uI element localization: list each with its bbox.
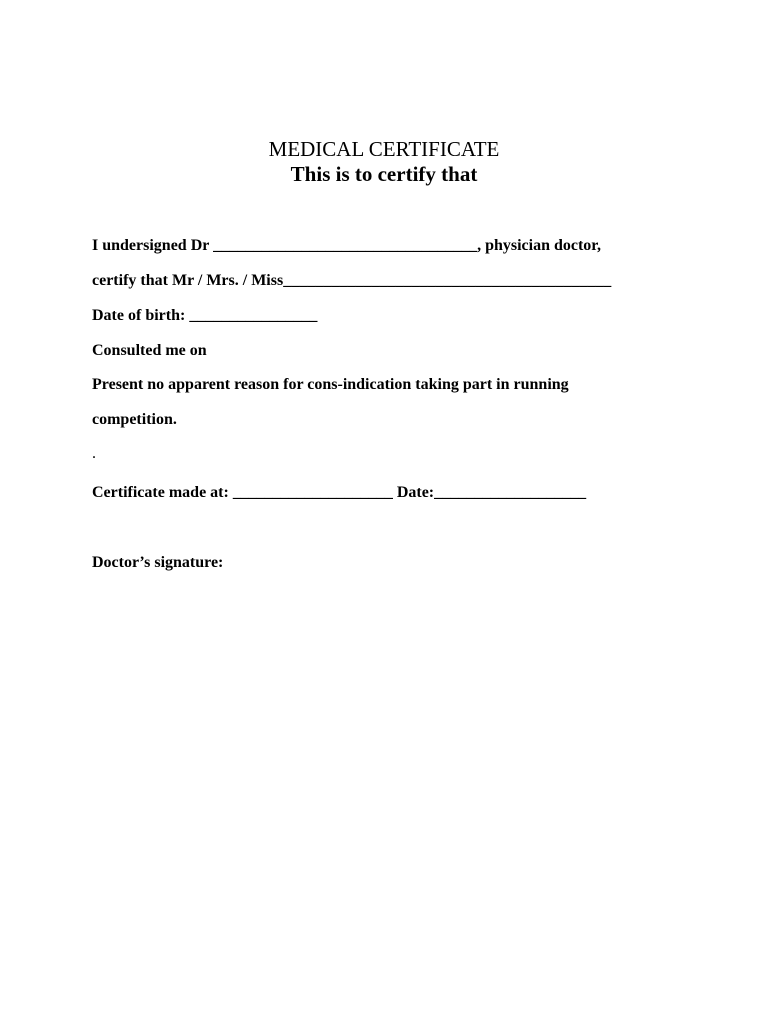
period-mark: . xyxy=(92,445,96,462)
statement-line: Present no apparent reason for cons-indication taking part in running xyxy=(92,376,569,393)
statement-continuation-line: competition. xyxy=(92,411,177,428)
place-date-line: Certificate made at: ____________________ Date:___________________ xyxy=(92,484,587,501)
consulted-line: Consulted me on xyxy=(92,342,207,359)
date-of-birth-line: Date of birth: ________________ xyxy=(92,307,318,324)
document-subtitle: This is to certify that xyxy=(290,162,478,186)
document-title: MEDICAL CERTIFICATE xyxy=(268,137,500,161)
doctor-name-line: I undersigned Dr _________________________________, physician doctor, xyxy=(92,237,601,254)
patient-name-line: certify that Mr / Mrs. / Miss_________________________________________ xyxy=(92,272,612,289)
signature-label: Doctor’s signature: xyxy=(92,554,224,571)
